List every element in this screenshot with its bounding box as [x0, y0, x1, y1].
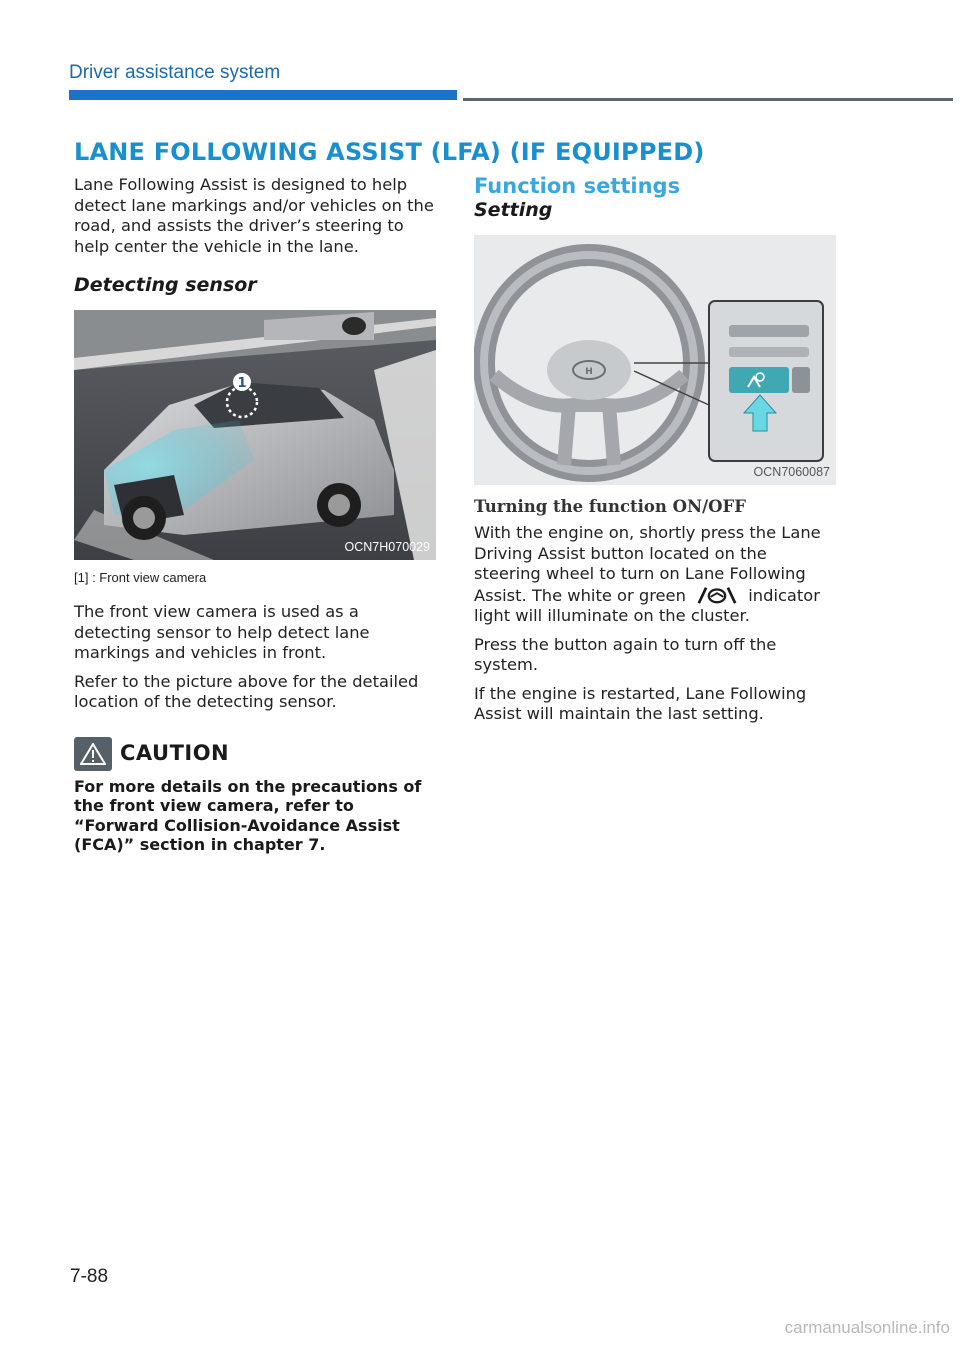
intro-paragraph: Lane Following Assist is designed to help detect lane markings and/or vehicles on the road, and assists the driver’s steering to help center the vehicle in the lane. — [74, 175, 434, 256]
refer-paragraph: Refer to the picture above for the detailed location of the detecting sensor. — [74, 671, 419, 711]
lane-following-assist-icon — [691, 585, 743, 605]
steering-wheel-illustration — [474, 235, 836, 485]
onoff-text-before: With the engine on, shortly press the Lane Driving Assist button located on the steering wheel to turn on Lane Following Assist. The white or green — [474, 523, 821, 605]
right-column — [474, 172, 836, 733]
onoff-heading: Turning the function ON/OFF — [474, 496, 746, 516]
setting-subtitle: Setting — [474, 199, 553, 221]
onoff-text-after: indicator light will illuminate on the cluster. — [474, 585, 820, 625]
header-rule-gray — [463, 98, 953, 101]
section-title: LANE FOLLOWING ASSIST (LFA) (IF EQUIPPED) — [74, 138, 705, 166]
figure-code: OCN7H070029 — [344, 540, 430, 554]
detecting-sensor-figure — [74, 310, 436, 560]
figure-caption: [1] : Front view camera — [74, 569, 207, 585]
caution-body: For more details on the precautions of the front view camera, refer to “Forward Collision-Avoidance Assist (FCA)” section in chapter 7. — [74, 776, 422, 854]
press-again-paragraph: Press the button again to turn off the system. — [474, 634, 777, 674]
warning-triangle-icon — [74, 737, 112, 771]
page-number: 7-88 — [70, 1266, 109, 1287]
sensor-heading: Detecting sensor — [74, 274, 257, 296]
restart-paragraph: If the engine is restarted, Lane Following Assist will maintain the last setting. — [474, 683, 807, 723]
figure-code: OCN7060087 — [753, 465, 830, 479]
caution-label: CAUTION — [120, 741, 230, 766]
header-title: Driver assistance system — [69, 62, 281, 83]
camera-paragraph: The front view camera is used as a detecting sensor to help detect lane markings and vehicles in front. — [74, 602, 370, 662]
header-rule-blue — [69, 90, 457, 100]
marker-label: 1 — [237, 375, 247, 391]
watermark: carmanualsonline.info — [784, 1318, 950, 1337]
caution-header — [74, 737, 438, 771]
steering-wheel-figure — [474, 235, 836, 485]
function-settings-title: Function settings — [474, 174, 681, 198]
svg-text:H: H — [585, 366, 593, 377]
onoff-paragraph — [474, 523, 836, 627]
left-column — [74, 175, 438, 855]
car-camera-illustration — [74, 310, 436, 560]
